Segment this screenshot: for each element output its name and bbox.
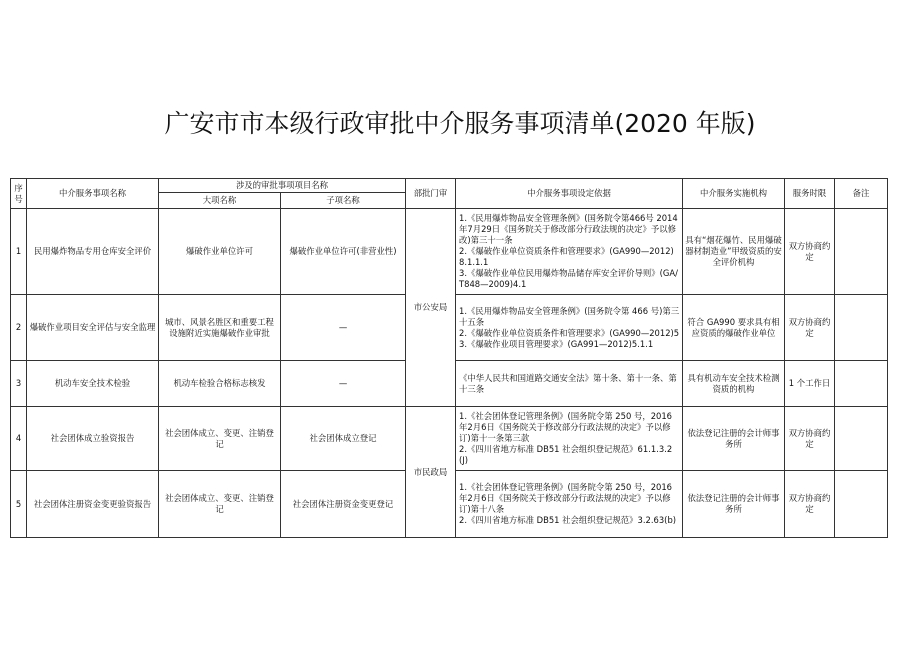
- basis-line: 2.《四川省地方标准 DB51 社会组织登记规范》61.1.3.2(J): [459, 444, 673, 465]
- cell-basis: [456, 361, 683, 407]
- table-row: [11, 209, 888, 295]
- cell-basis: [456, 407, 683, 471]
- basis-line: 2.《爆破作业单位资质条件和管理要求》(GA990—2012)5: [459, 327, 680, 338]
- header-basis: 中介服务事项设定依据: [456, 179, 683, 209]
- cell-basis: [456, 209, 683, 295]
- basis-line: 2.《四川省地方标准 DB51 社会组织登记规范》3.2.63(b): [459, 515, 677, 525]
- cell-seq: 5: [11, 471, 27, 538]
- cell-time: 双方协商约定: [785, 295, 835, 361]
- cell-major: 城市、风景名胜区和重要工程设施附近实施爆破作业审批: [159, 295, 281, 361]
- header-approval-group: 涉及的审批事项项目名称: [159, 179, 406, 193]
- cell-item: 民用爆炸物品专用仓库安全评价: [27, 209, 159, 295]
- cell-sub: —: [281, 295, 406, 361]
- cell-major: 社会团体成立、变更、注销登记: [159, 471, 281, 538]
- cell-sub: —: [281, 361, 406, 407]
- cell-major: 爆破作业单位许可: [159, 209, 281, 295]
- basis-line: 《中华人民共和国道路交通安全法》第十条、第十一条、第十三条: [459, 372, 677, 394]
- cell-major: 机动车检验合格标志核发: [159, 361, 281, 407]
- cell-org: 具有“烟花爆竹、民用爆破器材制造业”甲级资质的安全评价机构: [683, 209, 785, 295]
- header-seq: 序号: [11, 179, 27, 209]
- cell-basis: [456, 471, 683, 538]
- basis-line: 1.《社会团体登记管理条例》(国务院令第 250 号，2016年2月6日《国务院关于修改部分行政法规的决定》予以修订)第十八条: [459, 482, 673, 514]
- header-time: 服务时限: [785, 179, 835, 209]
- cell-item: 社会团体注册资金变更验资报告: [27, 471, 159, 538]
- header-sub: 子项名称: [281, 193, 406, 209]
- cell-time: 双方协商约定: [785, 407, 835, 471]
- cell-time: 1 个工作日: [785, 361, 835, 407]
- cell-org: 符合 GA990 要求具有相应资质的爆破作业单位: [683, 295, 785, 361]
- cell-org: 依法登记注册的会计师事务所: [683, 407, 785, 471]
- header-department: 部批门审: [406, 179, 456, 209]
- cell-seq: 3: [11, 361, 27, 407]
- basis-line: 1.《民用爆炸物品安全管理条例》(国务院令第466号 2014年7月29日《国务院关于修改部分行政法规的决定》予以修改)第三十一条: [459, 213, 678, 245]
- header-note: 备注: [835, 179, 888, 209]
- cell-note: [835, 407, 888, 471]
- cell-item: 社会团体成立验资报告: [27, 407, 159, 471]
- cell-org: 依法登记注册的会计师事务所: [683, 471, 785, 538]
- cell-note: [835, 209, 888, 295]
- cell-seq: 1: [11, 209, 27, 295]
- service-items-table: [10, 178, 888, 538]
- cell-department: 市民政局: [406, 407, 456, 538]
- header-major: 大项名称: [159, 193, 281, 209]
- cell-sub: 社会团体成立登记: [281, 407, 406, 471]
- cell-item: 爆破作业项目安全评估与安全监理: [27, 295, 159, 361]
- cell-time: 双方协商约定: [785, 471, 835, 538]
- page-title: 广安市市本级行政审批中介服务事项清单(2020 年版): [164, 109, 756, 138]
- cell-seq: 4: [11, 407, 27, 471]
- cell-department: 市公安局: [406, 209, 456, 407]
- basis-line: 3.《爆破作业项目管理要求》(GA991—2012)5.1.1: [459, 338, 654, 349]
- cell-sub: 社会团体注册资金变更登记: [281, 471, 406, 538]
- cell-major: 社会团体成立、变更、注销登记: [159, 407, 281, 471]
- cell-seq: 2: [11, 295, 27, 361]
- cell-item: 机动车安全技术检验: [27, 361, 159, 407]
- header-item-name: 中介服务事项名称: [27, 179, 159, 209]
- cell-sub: 爆破作业单位许可(非营业性): [281, 209, 406, 295]
- cell-note: [835, 295, 888, 361]
- basis-line: 3.《爆破作业单位民用爆炸物品储存库安全评价导则》(GA/T848—2009)4.1: [459, 268, 678, 289]
- table-row: [11, 407, 888, 471]
- cell-basis: [456, 295, 683, 361]
- basis-line: 1.《社会团体登记管理条例》(国务院令第 250 号，2016年2月6日《国务院关于修改部分行政法规的决定》予以修订)第十一条第三款: [459, 411, 673, 443]
- cell-note: [835, 361, 888, 407]
- header-org: 中介服务实施机构: [683, 179, 785, 209]
- cell-org: 具有机动车安全技术检测资质的机构: [683, 361, 785, 407]
- basis-line: 2.《爆破作业单位资质条件和管理要求》(GA990—2012)8.1.1.1: [459, 246, 674, 267]
- cell-note: [835, 471, 888, 538]
- cell-time: 双方协商约定: [785, 209, 835, 295]
- basis-line: 1.《民用爆炸物品安全管理条例》(国务院令第 466 号)第三十五条: [459, 305, 680, 327]
